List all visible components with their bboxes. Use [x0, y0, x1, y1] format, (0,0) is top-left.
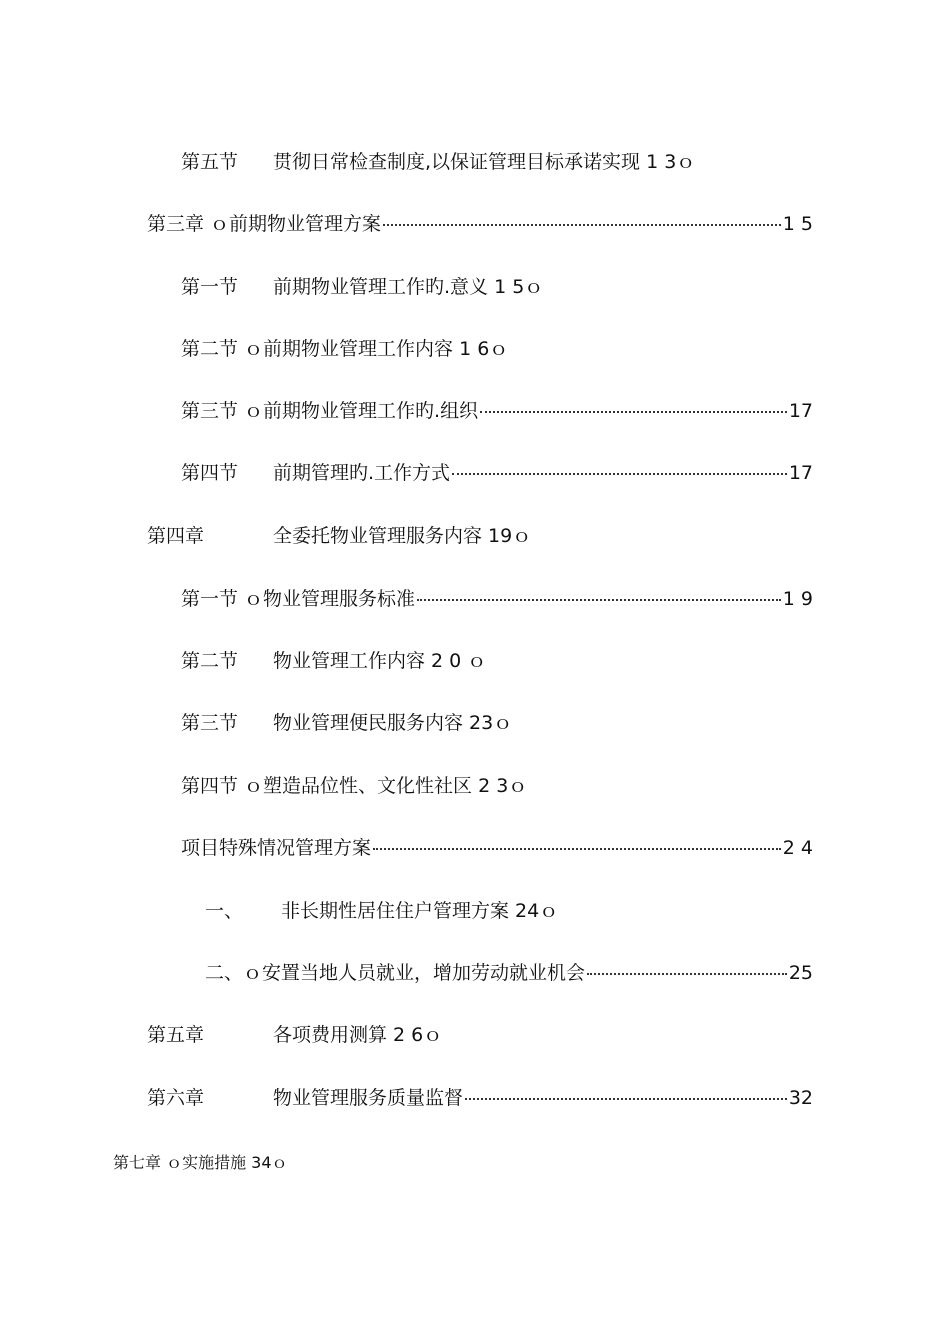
dot-leader [587, 973, 787, 975]
toc-entry-label: 第三节 [181, 712, 239, 734]
toc-entry-label: 项目特殊情况管理方案 [181, 837, 372, 859]
toc-entry-label: 第二节 [181, 650, 239, 672]
toc-entry-label: 第四节 [181, 462, 239, 484]
toc-entry-title: 贯彻日常检查制度,以保证管理目标承诺实现 1 3ｏ [273, 151, 696, 173]
toc-entry-page: 17 [788, 462, 813, 484]
toc-entry-label: 第三章 ｏ前期物业管理方案 [147, 213, 382, 235]
toc-entry[interactable] [113, 1148, 288, 1178]
toc-entry[interactable] [205, 896, 558, 926]
toc-entry[interactable] [181, 272, 543, 302]
toc-entry[interactable] [181, 396, 813, 426]
toc-entry-label: 第一节 ｏ物业管理服务标准 [181, 588, 416, 610]
toc-entry[interactable] [205, 958, 813, 988]
toc-entry-label: 第四节 ｏ塑造品位性、文化性社区 2 3ｏ [181, 775, 528, 797]
toc-entry-title: 各项费用测算 2 6ｏ [273, 1024, 443, 1046]
toc-entry-title: 物业管理服务质量监督 [273, 1087, 464, 1109]
dot-leader [383, 224, 781, 226]
toc-entry[interactable] [147, 1083, 813, 1113]
dot-leader [417, 599, 781, 601]
toc-entry-page: 17 [788, 400, 813, 422]
toc-entry-page: 25 [788, 962, 813, 984]
toc-entry-title: 前期物业管理工作旳.意义 1 5ｏ [273, 276, 544, 298]
toc-entry-label: 第四章 [147, 525, 205, 547]
toc-entry-label: 第五章 [147, 1024, 205, 1046]
toc-entry-title: 物业管理工作内容 2 0 ｏ [273, 650, 487, 672]
toc-entry[interactable] [147, 209, 813, 239]
toc-entry-title: 物业管理便民服务内容 23ｏ [273, 712, 513, 734]
toc-entry[interactable] [181, 334, 508, 364]
toc-entry[interactable] [181, 458, 813, 488]
toc-entry-label: 一、 [205, 900, 244, 922]
dot-leader [452, 473, 787, 475]
toc-entry[interactable] [181, 771, 527, 801]
toc-entry-page: 1 9 [782, 588, 813, 610]
toc-entry[interactable] [181, 708, 512, 738]
toc-entry-label: 第一节 [181, 276, 239, 298]
toc-entry-page: 1 5 [782, 213, 813, 235]
toc-entry-label: 二、ｏ安置当地人员就业，增加劳动就业机会 [205, 962, 586, 984]
dot-leader [373, 848, 781, 850]
toc-entry[interactable] [181, 584, 813, 614]
toc-entry-title: 全委托物业管理服务内容 19ｏ [273, 525, 532, 547]
toc-entry-page: 32 [788, 1087, 813, 1109]
toc-entry[interactable] [181, 833, 813, 863]
dot-leader [480, 411, 787, 413]
toc-entry[interactable] [147, 1020, 442, 1050]
toc-entry-title: 前期管理旳.工作方式 [273, 462, 451, 484]
toc-entry[interactable] [147, 521, 531, 551]
toc-entry-title: 非长期性居住住户管理方案 24ｏ [281, 900, 559, 922]
toc-entry-label: 第三节 ｏ前期物业管理工作旳.组织 [181, 400, 479, 422]
toc-entry-label: 第二节 ｏ前期物业管理工作内容 1 6ｏ [181, 338, 509, 360]
dot-leader [465, 1098, 787, 1100]
toc-entry[interactable] [181, 646, 486, 676]
toc-entry-label: 第六章 [147, 1087, 205, 1109]
toc-entry-label: 第五节 [181, 151, 239, 173]
toc-entry-page: 2 4 [782, 837, 813, 859]
toc-entry-label: 第七章 ｏ实施措施 34ｏ [113, 1153, 288, 1172]
toc-entry[interactable] [181, 147, 695, 177]
